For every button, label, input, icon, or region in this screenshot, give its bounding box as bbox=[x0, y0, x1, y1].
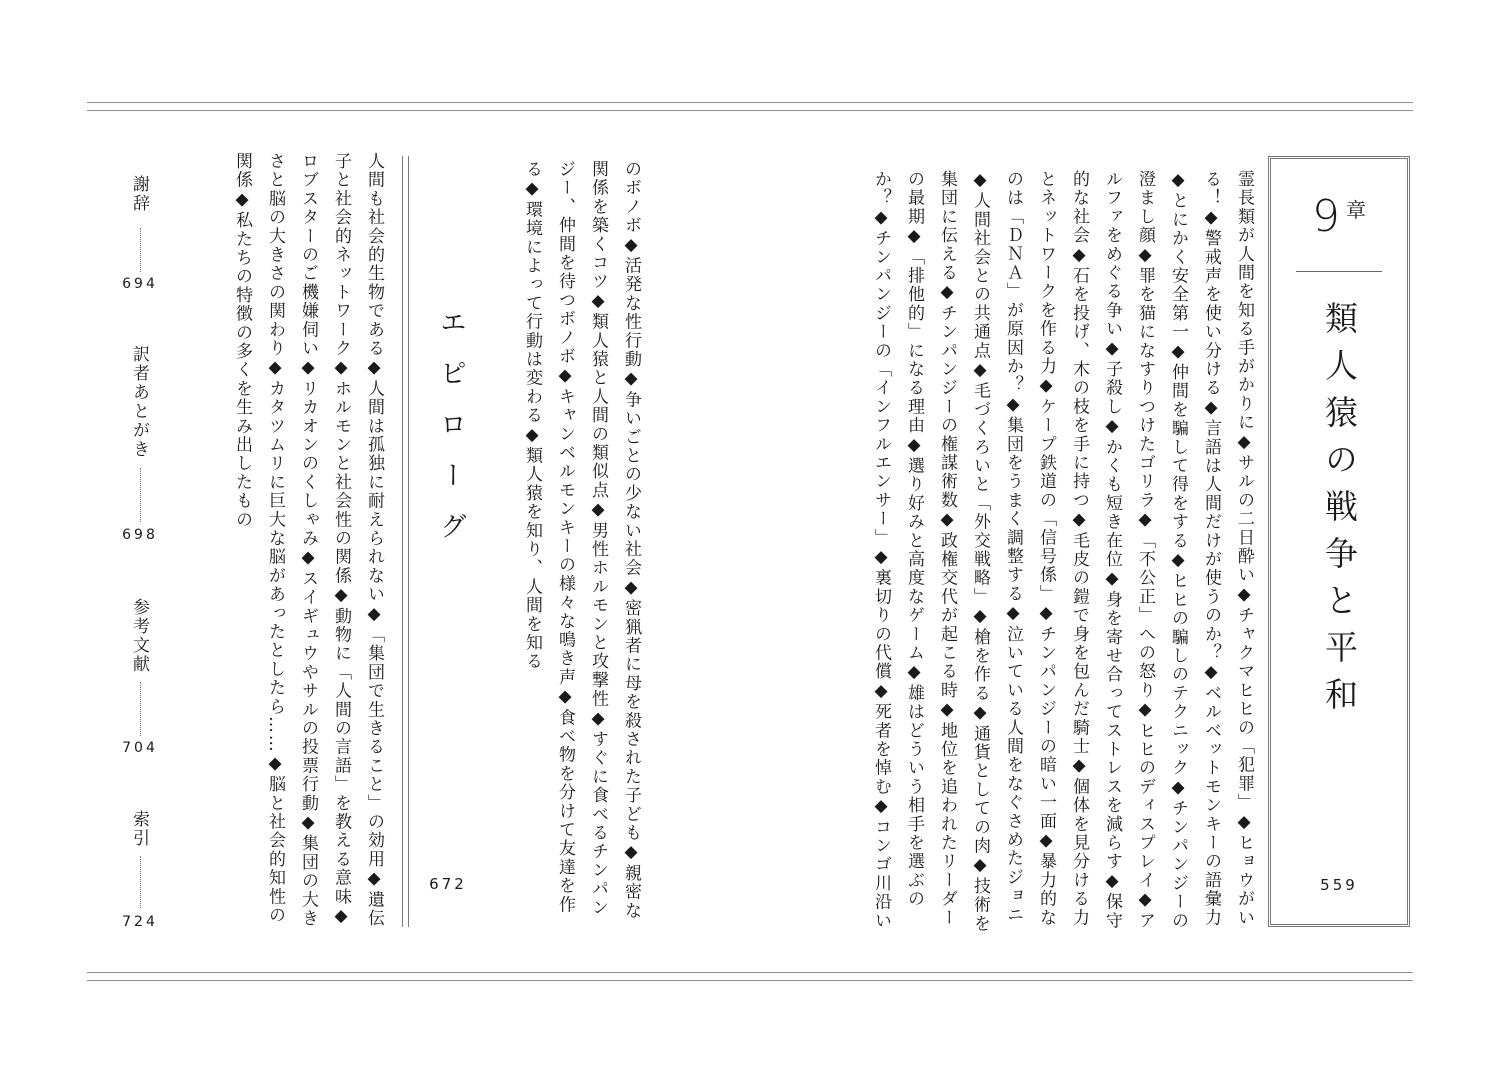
toc-column: ◆人間社会との共通点◆毛づくろいと「外交戦略」◆槍を作る◆通貨としての肉◆技術を bbox=[970, 170, 990, 933]
top-rule-inner bbox=[87, 110, 1413, 111]
back-matter-acknowledgments: 謝辞 bbox=[129, 175, 149, 213]
toc-column: さと脳の大きさの関わり◆カタツムリに巨大な脳があったとしたら……◆脳と社会的知性の bbox=[265, 152, 285, 925]
chapter-suffix: 章 bbox=[1346, 198, 1366, 222]
back-matter-page: 704 bbox=[122, 740, 158, 756]
toc-column: ルファをめぐる争い◆子殺し◆かくも短き在位◆身を寄せ合ってストレスを減らす◆保守 bbox=[1102, 170, 1122, 930]
chapter-page-number: 559 bbox=[1320, 876, 1358, 894]
bottom-rule-inner bbox=[87, 972, 1413, 973]
leader-dots bbox=[140, 468, 141, 522]
toc-column: 人間も社会的生物である◆人間は孤独に耐えられない◆「集団で生きること」の効用◆遺伝 bbox=[364, 152, 384, 928]
back-matter-page: 724 bbox=[122, 914, 158, 930]
toc-column: ロブスターのご機嫌伺い◆リカオンのくしゃみ◆スイギュウやサルの投票行動◆集団の大き bbox=[298, 152, 318, 928]
chapter-title-text: 類人猿の戦争と平和 bbox=[1320, 301, 1359, 724]
toc-column: 霊長類が人間を知る手がかりに◆サルの二日酔い◆チャクマヒヒの「犯罪」◆ヒョウがい bbox=[1234, 170, 1254, 927]
toc-column: 澄まし顔◆罪を猫になすりつけたゴリラ◆「不公正」への怒り◆ヒヒのディスプレイ◆ア bbox=[1135, 170, 1155, 930]
chapter-separator bbox=[1296, 271, 1382, 272]
toc-column: る！◆警戒声を使い分ける◆言語は人間だけが使うのか？◆ベルベットモンキーの語彙力 bbox=[1201, 170, 1221, 927]
toc-column: 子と社会的ネットワーク◆ホルモンと社会性の関係◆動物に「人間の言語」を教える意味◆ bbox=[331, 152, 351, 928]
toc-column: 集団に伝える◆チンパンジーの権謀術数◆政権交代が起こる時◆地位を追われたリーダー bbox=[937, 170, 957, 927]
back-matter-page: 694 bbox=[122, 276, 158, 292]
chapter-9-contents-continued bbox=[515, 160, 647, 940]
back-matter-page: 698 bbox=[122, 527, 158, 543]
chapter-9-heading bbox=[1268, 156, 1410, 927]
back-matter-translator-afterword: 訳者あとがき bbox=[129, 345, 149, 459]
toc-column: の最期◆「排他的」になる理由◆選り好みと高度なゲーム◆雄はどういう相手を選ぶの bbox=[904, 170, 924, 909]
toc-column: とネットワークを作る力◆ケープ鉄道の「信号係」◆チンパンジーの暗い一面◆暴力的な bbox=[1036, 170, 1056, 927]
epilogue-page-number: 672 bbox=[429, 875, 467, 893]
epilogue-contents bbox=[225, 152, 390, 932]
toc-column: 的な社会◆石を投げ、木の枝を手に持つ◆毛皮の鎧で身を包んだ騎士◆個体を見分ける力 bbox=[1069, 170, 1089, 928]
toc-column: のは「ＤＮＡ」が原因か？◆集団をうまく調整する◆泣いている人間をなぐさめたジョニ bbox=[1003, 170, 1023, 924]
toc-column: 関係◆私たちの特徴の多くを生み出したもの bbox=[232, 152, 252, 529]
toc-column: ジー、仲間を待つボノボ◆キャンベルモンキーの様々な鳴き声◆食べ物を分けて友達を作 bbox=[555, 160, 575, 915]
toc-column: 関係を築くコツ◆類人猿と人間の類似点◆男性ホルモンと攻撃性◆すぐに食べるチンパン bbox=[588, 160, 608, 917]
chapter-number bbox=[1271, 191, 1407, 242]
chapter-title bbox=[1271, 301, 1407, 861]
toc-column: のボノボ◆活発な性行動◆争いごとの少ない社会◆密猟者に母を殺された子ども◆親密な bbox=[621, 160, 641, 920]
back-matter-index: 索引 bbox=[129, 810, 149, 848]
epilogue-rule-right-inner bbox=[402, 156, 403, 927]
toc-column: か？◆チンパンジーの「インフルエンサー」◆裏切りの代償◆死者を悼む◆コンゴ川沿い bbox=[871, 170, 891, 930]
top-rule-outer bbox=[87, 102, 1413, 103]
toc-column: ◆とにかく安全第一◆仲間を騙して得をする◆ヒヒの騙しのテクニック◆チンパンジーの bbox=[1168, 170, 1188, 930]
back-matter-references: 参考文献 bbox=[129, 598, 149, 674]
epilogue-rule-right-outer bbox=[408, 156, 409, 927]
leader-dots bbox=[140, 682, 141, 736]
toc-column: る◆環境によって行動は変わる◆類人猿を知り、人間を知る bbox=[522, 160, 542, 671]
epilogue-title: エピローグ bbox=[435, 308, 466, 563]
leader-dots bbox=[140, 856, 141, 908]
leader-dots bbox=[140, 228, 141, 272]
chapter-9-contents bbox=[864, 170, 1260, 950]
chapter-number-digit: 9 bbox=[1312, 191, 1340, 242]
bottom-rule-outer bbox=[87, 980, 1413, 981]
